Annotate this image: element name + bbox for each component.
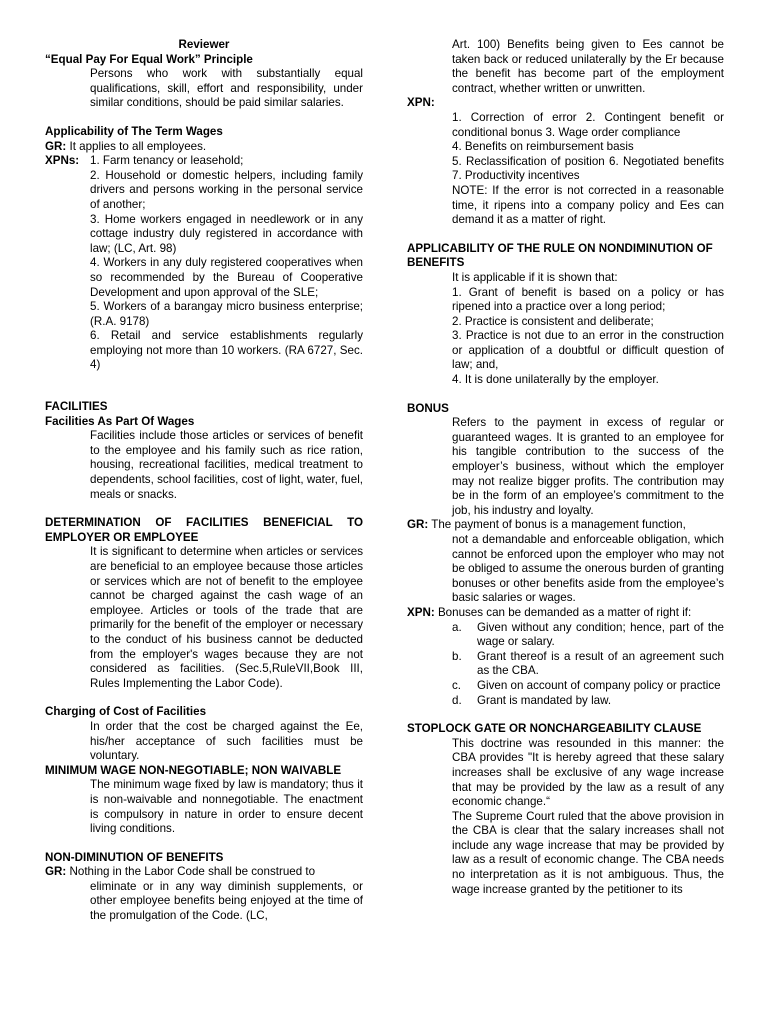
- minwage-heading: MINIMUM WAGE NON-NEGOTIABLE; NON WAIVABLE: [45, 763, 342, 777]
- list-marker: d.: [452, 693, 462, 707]
- charging-heading: Charging of Cost of Facilities: [45, 705, 207, 719]
- nondiminution-gr-label: GR:: [45, 865, 67, 879]
- document-title: Reviewer: [178, 38, 230, 51]
- bonus-xpn-item: [407, 679, 724, 694]
- minwage-text: The minimum wage fixed by law is mandatory; thus it is non-waivable and nonnegotiable. The enactment is compulsory in nature in order to ensure decent living conditions.: [90, 778, 363, 836]
- right-column: [407, 38, 724, 897]
- rule-intro: It is applicable if it is shown that:: [452, 270, 618, 284]
- rule-item-2: 2. Practice is consistent and deliberate;: [452, 314, 654, 328]
- list-text: Grant thereof is a result of an agreement such as the CBA.: [477, 649, 724, 678]
- nondiminution-heading: NON-DIMINUTION OF BENEFITS: [45, 850, 224, 864]
- facilities-heading: FACILITIES: [45, 400, 108, 414]
- wages-xpn-label: XPNs:: [45, 154, 80, 168]
- wages-xpn-1: 1. Farm tenancy or leasehold;: [90, 154, 244, 168]
- bonus-xpn-item: [407, 650, 724, 679]
- rule-item-3: 3. Practice is not due to an error in the construction or application of a doubtful or difficult question of law; and,: [452, 329, 724, 372]
- stoplock-text-1: This doctrine was resounded in this manner: the CBA provides "It is hereby agreed that these salary increases shall be exclusive of any wage increase that may be provided by the law as a result of any economic change.“: [452, 736, 724, 809]
- wages-gr-text: It applies to all employees.: [69, 139, 207, 153]
- nondiminution-gr-rest: eliminate or in any way diminish supplements, or other employee benefits being enjoyed at the time of the promulgation of the Code. (LC,: [90, 879, 363, 923]
- bonus-xpn-item: [407, 694, 724, 709]
- xpn-label: XPN:: [407, 96, 435, 110]
- rule-heading: APPLICABILITY OF THE RULE ON NONDIMINUTION OF BENEFITS: [407, 241, 713, 270]
- bonus-xpn-text: Bonuses can be demanded as a matter of right if:: [437, 605, 692, 619]
- charging-text: In order that the cost be charged against the Ee, his/her acceptance of such facilities must be voluntary.: [90, 719, 363, 763]
- list-marker: c.: [452, 678, 462, 692]
- wages-gr: [45, 140, 363, 155]
- list-text: Grant is mandated by law.: [477, 693, 612, 707]
- list-marker: a.: [452, 620, 462, 634]
- wages-xpn-row: [45, 154, 363, 169]
- bonus-gr-first: The payment of bonus is a management function,: [431, 518, 686, 532]
- determination-text: It is significant to determine when articles or services are beneficial to an employee because those articles or services which are not of benefit to the employee cannot be charged against the cash wage of an employee. Articles or tools of the trade that are primarily for the benefit of the employer or necessary to the conduct of his business cannot be deducted from the employer's wages because they are not considered as facilities. (Sec.5,RuleVII,Book III, Rules Implementing the Labor Code).: [90, 545, 363, 690]
- rule-item-4: 4. It is done unilaterally by the employer.: [452, 373, 659, 387]
- rule-item-1: 1. Grant of benefit is based on a policy or has ripened into a practice over a long period;: [452, 285, 724, 314]
- principle-heading: “Equal Pay For Equal Work” Principle: [45, 52, 253, 66]
- wages-xpn-5: 5. Workers of a barangay micro business enterprise; (R.A. 9178): [90, 300, 363, 328]
- bonus-xpn: [407, 606, 724, 621]
- bonus-gr-label: GR:: [407, 518, 429, 532]
- facilities-text: Facilities include those articles or services of benefit to the employee and his family such as rice ration, housing, recreational facilities, medical treatment to dependents, school facilities, cost of light, water, fuel, meals or snacks.: [90, 429, 363, 501]
- wages-heading: Applicability of The Term Wages: [45, 124, 223, 138]
- bonus-gr: [407, 518, 724, 533]
- nondiminution-gr: [45, 865, 363, 880]
- left-column: [45, 38, 363, 924]
- bonus-heading: BONUS: [407, 401, 449, 415]
- xpn-line-1: 1. Correction of error 2. Contingent benefit or conditional bonus 3. Wage order compliance: [452, 110, 724, 139]
- art100-text: Art. 100) Benefits being given to Ees cannot be taken back or reduced unilaterally by the Er because the benefit has become part of the employment contract, whether written or unwritten.: [452, 38, 724, 95]
- wages-xpn-3: 3. Home workers engaged in needlework or in any cottage industry duly registered in accordance with law; (LC, Art. 98): [90, 212, 363, 255]
- determination-heading: DETERMINATION OF FACILITIES BENEFICIAL TO EMPLOYER OR EMPLOYEE: [45, 516, 363, 544]
- bonus-text: Refers to the payment in excess of regular or guaranteed wages. It is granted to an employee for his tangible contribution to the success of the employer’s business, without which the employer may not realize bigger profits. The contribution may be in the form of an employee’s commitment to the job, his industry and loyalty.: [452, 416, 724, 517]
- wages-gr-label: GR:: [45, 139, 67, 153]
- nondiminution-gr-first: Nothing in the Labor Code shall be construed to: [69, 865, 316, 879]
- wages-xpn-2: 2. Household or domestic helpers, including family drivers and persons working in the personal service of another;: [90, 168, 363, 211]
- stoplock-heading: STOPLOCK GATE OR NONCHARGEABILITY CLAUSE: [407, 722, 702, 736]
- wages-xpn-4: 4. Workers in any duly registered cooperatives when so recommended by the Bureau of Cooperative Development and upon approval of the SLE;: [90, 256, 363, 299]
- list-text: Given without any condition; hence, part of the wage or salary.: [477, 620, 724, 649]
- principle-text: Persons who work with substantially equal qualifications, skill, effort and responsibility, under similar conditions, should be paid similar salaries.: [90, 67, 363, 110]
- facilities-subheading: Facilities As Part Of Wages: [45, 414, 195, 428]
- xpn-line-3: 5. Reclassification of position 6. Negotiated benefits 7. Productivity incentives: [452, 154, 724, 183]
- stoplock-text-2: The Supreme Court ruled that the above provision in the CBA is clear that the salary increases shall not include any wage increase that may be provided by law as a result of economic change. The CBA needs no interpretation as it is not ambiguous. Thus, the wage increase granted by the petitioner to its: [452, 809, 724, 896]
- list-text: Given on account of company policy or practice: [477, 678, 721, 692]
- xpn-note: NOTE: If the error is not corrected in a reasonable time, it ripens into a company policy and Ees can demand it as a matter of right.: [452, 183, 724, 227]
- list-marker: b.: [452, 649, 462, 663]
- xpn-line-2: 4. Benefits on reimbursement basis: [452, 140, 634, 154]
- bonus-xpn-label: XPN:: [407, 605, 435, 619]
- wages-xpn-6: 6. Retail and service establishments regularly employing not more than 10 workers. (RA 6727, Sec. 4): [90, 329, 363, 372]
- bonus-xpn-item: [407, 621, 724, 650]
- bonus-gr-rest: not a demandable and enforceable obligation, which cannot be enforced upon the employer who may not be obliged to assume the onerous burden of granting bonuses or other benefits aside from the employee’s basic salaries or wages.: [452, 533, 725, 605]
